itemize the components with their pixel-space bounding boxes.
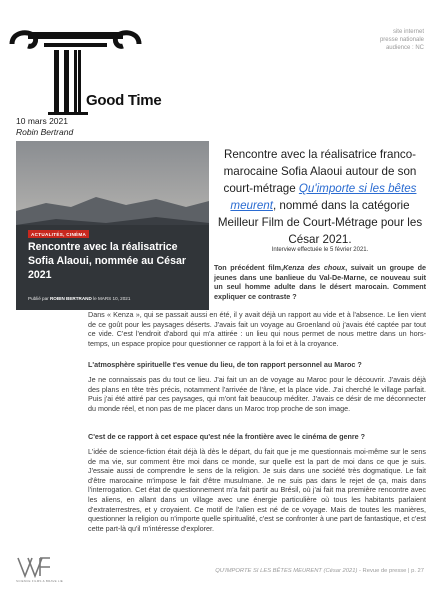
logo-text: Good Time <box>86 92 162 109</box>
article-date: 10 mars 2021 <box>16 116 68 126</box>
answer-1: Dans « Kenza », qui se passait aussi en été, il y avait déjà un rapport au vide et à l'absence. Le lien vient de ce goût pour les paysages déserts. J'avais fait un voyage au Groenland où j'avais été captée par tout ce vide. C'est l'endroit d'abord qui m'a attirée : un lieu qui nous permet de nous mettre dans un hors-temps, un espace propice pour questionner ce rapport à la foi et à la croyance. <box>88 310 426 348</box>
answer-3: L'idée de science-fiction était déjà là dès le départ, du fait que je me questionnais moi-même sur le sens de ma vie, sur comment être moi dans ce monde, sur quelle est la part de moi dans ce que je suis. J'essaie aussi de comprendre le sens de la religion. Je suis dans une société très dogmatique. Le fait d'être marocaine m'impose le fait d'être musulmane. Je ne suis pas dans le rejet de ça, mais dans l'interrogation. Cet état de questionnement m'a fait partir au Brésil, où j'ai fait ma première rencontre avec les aliens, en allant dans un village avec une énergie particulière où tous les habitants parlaient d'extraterrestres, et y croyaient. Ce motif de l'alien est né de ce voyage. Mais de toutes les manières, questionner la religion ou n'importe quelle spiritualité, c'est se confronter à une part de fantastique, et c'est cette part-là qu'il m'intéresse d'explorer. <box>88 447 426 533</box>
headline-text: Rencontre avec la réalisatrice franco-marocaine Sofia Alaoui autour de son court-métrage <box>223 148 417 195</box>
film-title-link[interactable]: Qu'importe si les bêtes meurent <box>230 182 417 212</box>
meta-line: site internet <box>392 29 424 35</box>
footer-note <box>215 568 424 574</box>
brand-mark-icon <box>16 556 52 578</box>
meta-line: presse nationale <box>379 37 424 43</box>
question-1-start: Ton précédent film, <box>214 263 284 272</box>
footer-film-title: QU'IMPORTE SI LES BÊTES MEURENT (César 2021) <box>215 568 358 574</box>
interview-note: Interview effectuée le 5 février 2021. <box>271 247 369 253</box>
question-1-rest: , suivait un groupe de jeunes dans une banlieue du Val-De-Marne, ce nouveau suit un seul homme adulte dans le désert marocain. Comment expliquer ce contraste ? <box>214 263 427 301</box>
article-author: Robin Bertrand <box>16 127 74 137</box>
footer-logo <box>16 556 64 586</box>
image-byline <box>28 296 130 301</box>
byline-date: le MARS 10, 2021 <box>93 296 131 301</box>
footer-page: - Revue de presse | p. 27 <box>357 568 424 574</box>
category-tag[interactable]: ACTUALITÉS, CINÉMA <box>28 230 89 238</box>
byline-prefix: Publié par <box>28 296 49 301</box>
footer-logo-caption: SCIENCE FILMS & BRAVE LIE <box>16 579 63 583</box>
question-3: C'est de ce rapport à cet espace qu'est née la frontière avec le cinéma de genre ? <box>88 432 366 441</box>
landscape-illustration <box>16 141 209 310</box>
article-image <box>16 141 209 310</box>
question-1-film: Kenza des choux <box>283 263 346 272</box>
byline-author[interactable]: ROBIN BERTRAND <box>49 296 92 301</box>
image-title[interactable]: Rencontre avec la réalisatrice Sofia Alaoui, nommée au César 2021 <box>28 241 186 281</box>
article-headline <box>214 146 426 248</box>
question-1 <box>214 263 426 301</box>
headline-text-end: , nommé dans la catégorie Meilleur Film de Court-Métrage pour les César 2021. <box>217 199 423 246</box>
meta-line: audience : NC <box>385 45 424 51</box>
site-meta <box>380 28 424 52</box>
question-2: L'atmosphère spirituelle t'es venue du lieu, de ton rapport personnel au Maroc ? <box>88 360 362 369</box>
answer-2: Je ne connaissais pas du tout ce lieu. J'ai fait un an de voyage au Maroc pour le découvrir. J'avais déjà des plans en tête très précis, notamment l'arrivée de l'âne, et la place vide. J'ai cherché le village parfait. Puis j'ai été attiré par ces paysages, qui m'ont fait beaucoup méditer. J'avais ce désir de me déconnecter du monde réel, et non pas de me placer dans un Maroc trop proche de son image. <box>88 375 426 413</box>
